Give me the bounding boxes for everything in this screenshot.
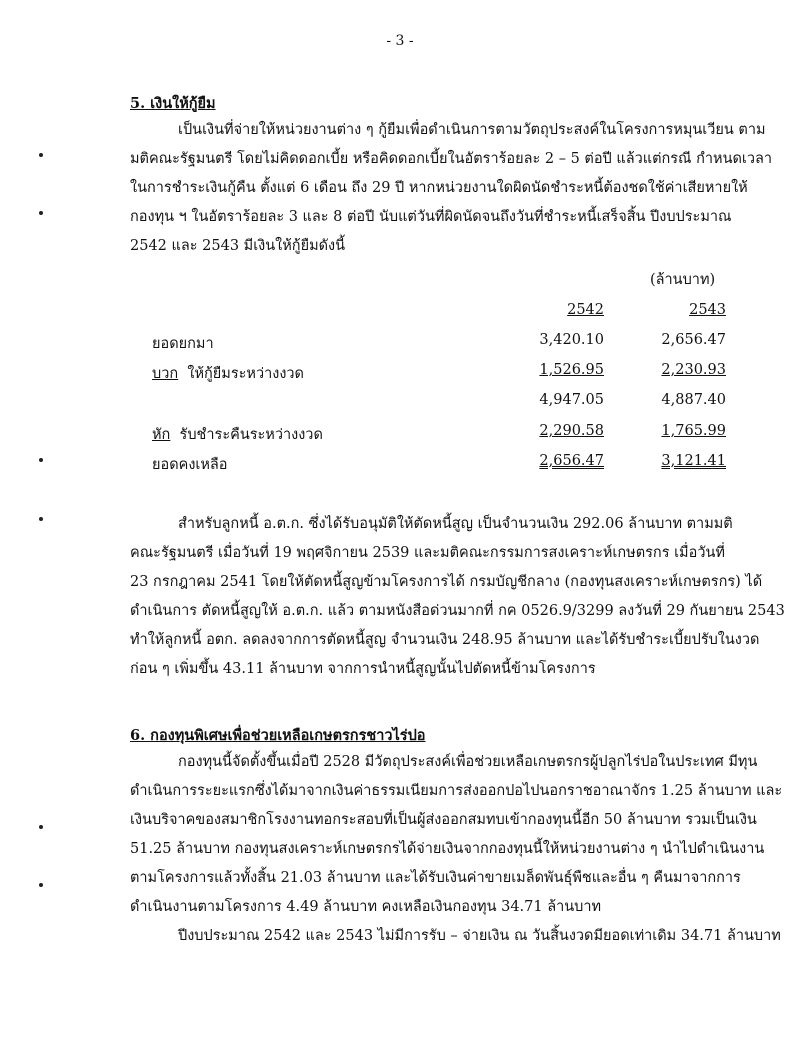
text-line: ดำเนินงานตามโครงการ 4.49 ล้านบาท คงเหลือเงินกองทุน 34.71 ล้านบาท: [130, 899, 602, 915]
text-line: สำหรับลูกหนี้ อ.ต.ก. ซึ่งได้รับอนุมัติให้ตัดหนี้สูญ เป็นจำนวนเงิน 292.06 ล้านบาท ตามมติ: [178, 516, 733, 532]
text-line: ดำเนินการ ตัดหนี้สูญให้ อ.ต.ก. แล้ว ตามหนังสือด่วนมากที่ กค 0526.9/3299 ลงวันที่ 29 กันยายน 2543: [130, 603, 785, 619]
table-row: [0, 423, 800, 451]
table-row: [0, 332, 800, 360]
value-2542: 4,947.05: [539, 392, 604, 408]
margin-mark: [39, 517, 43, 521]
value-2542: 2,656.47: [539, 453, 604, 469]
year-2542-header: 2542: [567, 302, 604, 318]
row-label: บวก ให้กู้ยืมระหว่างงวด: [152, 366, 304, 382]
section-6-paragraph: [130, 748, 783, 951]
margin-mark: [39, 211, 43, 215]
section-6-heading: 6. กองทุนพิเศษเพื่อช่วยเหลือเกษตรกรชาวไร่ปอ: [130, 727, 426, 744]
row-prefix: หัก: [152, 427, 171, 443]
margin-mark: [39, 883, 43, 887]
margin-mark: [39, 153, 43, 157]
text-line: ในการชำระเงินกู้คืน ตั้งแต่ 6 เดือน ถึง 29 ปี หากหน่วยงานใดผิดนัดชำระหนี้ต้องชดใช้ค่าเสียหายให้: [130, 180, 748, 196]
value-2542: 2,290.58: [539, 423, 604, 439]
text-line: ตามโครงการแล้วทั้งสิ้น 21.03 ล้านบาท และได้รับเงินค่าขายเมล็ดพันธุ์พืชและอื่น ๆ คืนมาจากการ: [130, 870, 741, 886]
text-line: ปีงบประมาณ 2542 และ 2543 ไม่มีการรับ – จ่ายเงิน ณ วันสิ้นงวดมียอดเท่าเดิม 34.71 ล้านบาท: [178, 928, 781, 944]
value-2543: 1,765.99: [661, 423, 726, 439]
table-row: [0, 362, 800, 390]
margin-mark: [39, 825, 43, 829]
text-line: 2542 และ 2543 มีเงินให้กู้ยืมดังนี้: [130, 238, 346, 254]
section-5-note: [130, 510, 785, 684]
text-line: มติคณะรัฐมนตรี โดยไม่คิดดอกเบี้ย หรือคิดดอกเบี้ยในอัตราร้อยละ 2 – 5 ต่อปี แล้วแต่กรณี กำหนดเวลา: [130, 151, 773, 167]
row-label: ยอดยกมา: [152, 336, 214, 352]
text-line: 51.25 ล้านบาท กองทุนสงเคราะห์เกษตรกรได้จ่ายเงินจากกองทุนนี้ให้หน่วยงานต่าง ๆ นำไปดำเนินงาน: [130, 841, 765, 857]
value-2543: 2,230.93: [661, 362, 726, 378]
row-label: หัก รับชำระคืนระหว่างงวด: [152, 427, 323, 443]
text-line: ทำให้ลูกหนี้ อตก. ลดลงจากการตัดหนี้สูญ จำนวนเงิน 248.95 ล้านบาท และได้รับชำระเบี้ยปรับในงวด: [130, 632, 760, 648]
year-header-row: [0, 302, 800, 330]
text-line: 23 กรกฎาคม 2541 โดยให้ตัดหนี้สูญข้ามโครงการได้ กรมบัญชีกลาง (กองทุนสงเคราะห์เกษตรกร) ได้: [130, 574, 763, 590]
row-label: ยอดคงเหลือ: [152, 457, 228, 473]
text-line: ก่อน ๆ เพิ่มขึ้น 43.11 ล้านบาท จากการนำหนี้สูญนั้นไปตัดหนี้ข้ามโครงการ: [130, 661, 596, 677]
value-2543: 3,121.41: [661, 453, 726, 469]
text-line: เป็นเงินที่จ่ายให้หน่วยงานต่าง ๆ กู้ยืมเพื่อดำเนินการตามวัตถุประสงค์ในโครงการหมุนเวียน ตาม: [178, 122, 766, 138]
year-2543-header: 2543: [689, 302, 726, 318]
value-2542: 1,526.95: [539, 362, 604, 378]
text-line: เงินบริจาคของสมาชิกโรงงานทอกระสอบที่เป็นผู้ส่งออกสมทบเข้ากองทุนนี้อีก 50 ล้านบาท รวมเป็นเงิน: [130, 812, 757, 828]
value-2543: 2,656.47: [661, 332, 726, 348]
value-2543: 4,887.40: [661, 392, 726, 408]
text-line: คณะรัฐมนตรี เมื่อวันที่ 19 พฤศจิกายน 2539 และมติคณะกรรมการสงเคราะห์เกษตรกร เมื่อวันที่: [130, 545, 725, 561]
text-line: กองทุน ฯ ในอัตราร้อยละ 3 และ 8 ต่อปี นับแต่วันที่ผิดนัดจนถึงวันที่ชำระหนี้เสร็จสิ้น ปีงบประมาณ: [130, 209, 732, 225]
table-row: [0, 453, 800, 481]
value-2542: 3,420.10: [539, 332, 604, 348]
margin-mark: [39, 458, 43, 462]
text-line: กองทุนนี้จัดตั้งขึ้นเมื่อปี 2528 มีวัตถุประสงค์เพื่อช่วยเหลือเกษตรกรผู้ปลูกไร่ปอในประเทศ มีทุน: [178, 754, 758, 770]
table-row: [0, 392, 800, 420]
row-prefix: บวก: [152, 366, 179, 382]
section-5-paragraph: [130, 116, 773, 261]
unit-label: (ล้านบาท): [650, 272, 716, 288]
text-line: ดำเนินการระยะแรกซึ่งได้มาจากเงินค่าธรรมเนียมการส่งออกปอไปนอกราชอาณาจักร 1.25 ล้านบาท และ: [130, 783, 783, 799]
section-5-heading: 5. เงินให้กู้ยืม: [130, 95, 216, 112]
page-number: - 3 -: [386, 33, 414, 49]
